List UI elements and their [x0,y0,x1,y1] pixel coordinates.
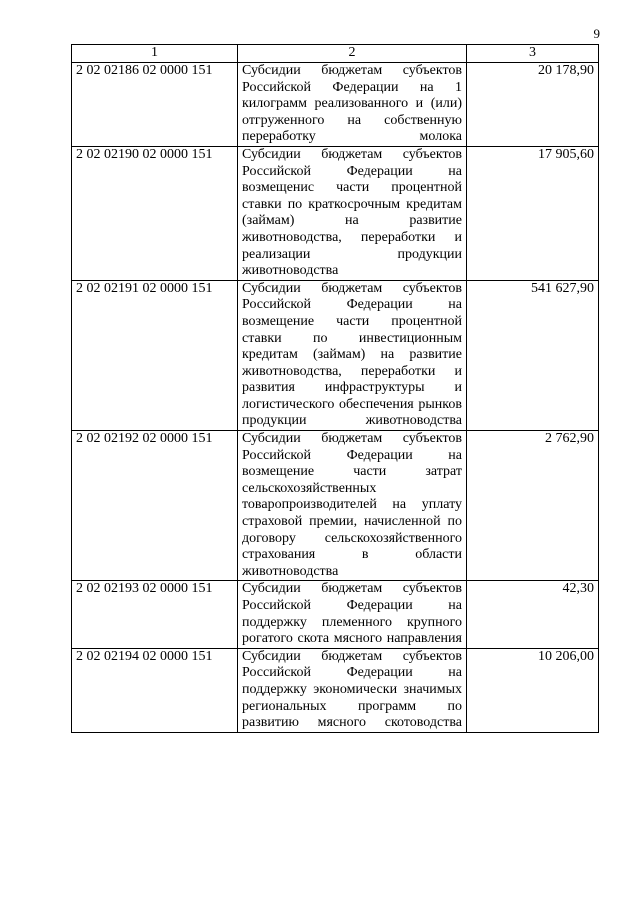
budget-code-cell: 2 02 02191 02 0000 151 [72,280,238,430]
table-row [72,581,599,648]
subsidy-name-cell: Субсидии бюджетам субъектов Российской Федерации на поддержку племенного крупного рогатого скота мясного направления [238,581,467,648]
subsidy-name-cell: Субсидии бюджетам субъектов Российской Федерации на возмещение части процентной ставки по инвестиционным кредитам (займам) на развитие животноводства, переработки и развития инфраструктуры и логистического обеспечения рынков продукции животноводства [238,280,467,430]
budget-code-cell: 2 02 02193 02 0000 151 [72,581,238,648]
column-header-1: 1 [72,45,238,63]
table-header [72,45,599,63]
column-header-3: 3 [467,45,599,63]
subsidy-name-cell: Субсидии бюджетам субъектов Российской Федерации на возмещение части затрат сельскохозяйственных товаропроизводителей на уплату страховой премии, начисленной по договору сельскохозяйственного страхования в области животноводства [238,431,467,581]
amount-cell: 20 178,90 [467,63,599,147]
budget-code-cell: 2 02 02192 02 0000 151 [72,431,238,581]
amount-cell: 17 905,60 [467,146,599,280]
header-row [72,45,599,63]
subsidy-name-cell: Субсидии бюджетам субъектов Российской Федерации на возмещенис части процентной ставки по краткосрочным кредитам (займам) на развитие животноводства, переработки и реализации продукции животноводства [238,146,467,280]
table-row [72,431,599,581]
table-body [72,63,599,733]
table-row [72,648,599,732]
table-row [72,280,599,430]
amount-cell: 541 627,90 [467,280,599,430]
amount-cell: 2 762,90 [467,431,599,581]
subsidy-name-cell: Субсидии бюджетам субъектов Российской Федерации на поддержку экономически значимых региональных программ по развитию мясного скотоводства [238,648,467,732]
column-header-2: 2 [238,45,467,63]
subsidy-name-cell: Субсидии бюджетам субъектов Российской Федерации на 1 килограмм реализованного и (или) отгруженного на собственную переработку молока [238,63,467,147]
budget-code-cell: 2 02 02194 02 0000 151 [72,648,238,732]
budget-table [71,44,599,733]
budget-code-cell: 2 02 02186 02 0000 151 [72,63,238,147]
amount-cell: 42,30 [467,581,599,648]
table-row [72,63,599,147]
amount-cell: 10 206,00 [467,648,599,732]
table-row [72,146,599,280]
budget-code-cell: 2 02 02190 02 0000 151 [72,146,238,280]
page-number: 9 [593,26,600,41]
